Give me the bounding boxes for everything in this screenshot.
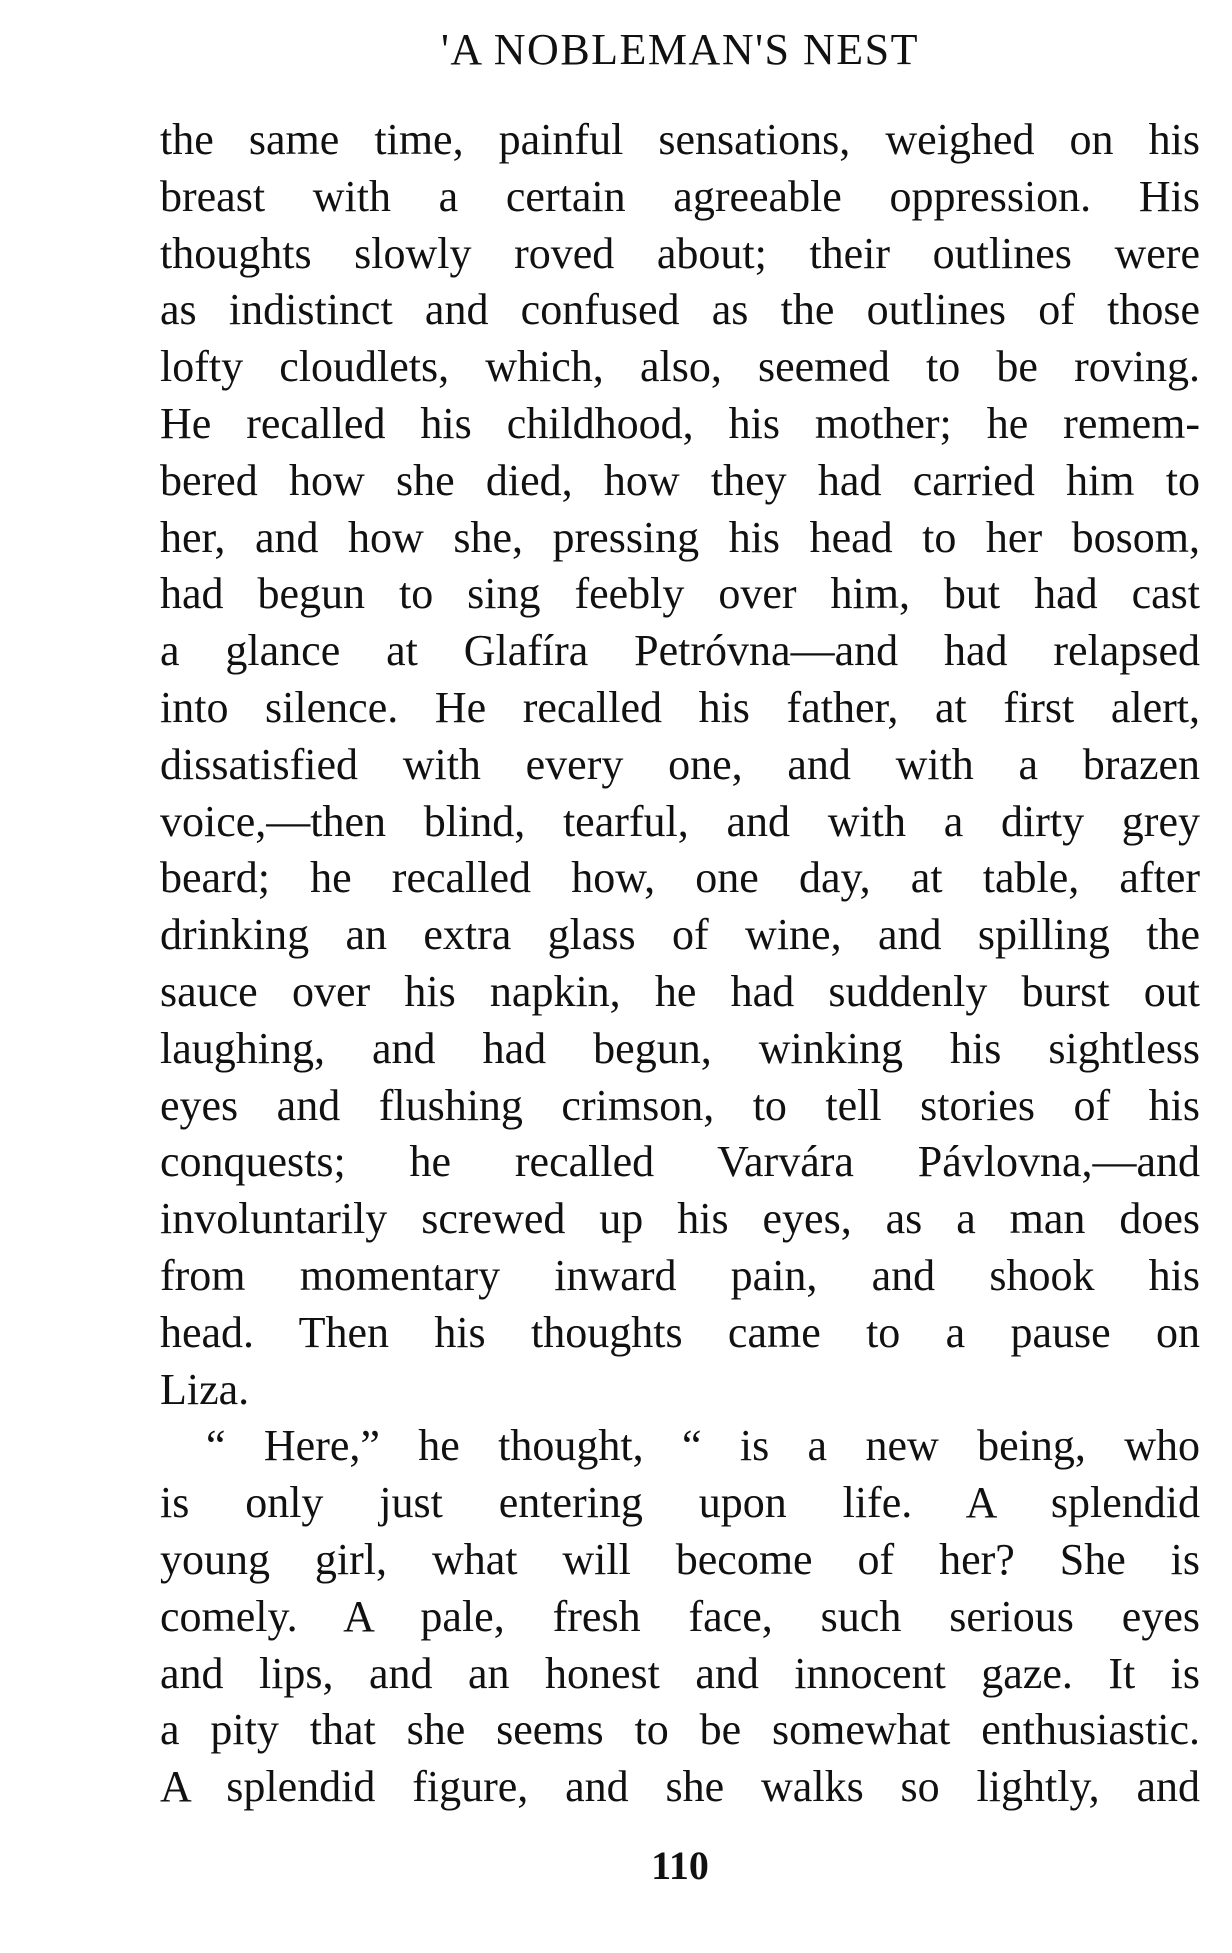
text-line: bered how she died, how they had carried him to	[160, 455, 1200, 505]
text-line: the same time, painful sensations, weighed on his	[160, 115, 1200, 164]
text-line: into silence. He recalled his father, at first alert,	[160, 682, 1200, 732]
text-line: breast with a certain agreeable oppression. His	[160, 171, 1200, 221]
text-line: conquests; he recalled Varvára Pávlovna,—and	[160, 1137, 1200, 1187]
text-line: laughing, and had begun, winking his sightless	[160, 1023, 1200, 1073]
text-line: her, and how she, pressing his head to her bosom,	[160, 512, 1200, 562]
text-line: as indistinct and confused as the outlines of those	[160, 285, 1200, 335]
text-line: drinking an extra glass of wine, and spilling the	[160, 910, 1200, 960]
text-line: beard; he recalled how, one day, at table, after	[160, 853, 1200, 903]
text-line: from momentary inward pain, and shook his	[160, 1250, 1200, 1300]
text-line: thoughts slowly roved about; their outlines were	[160, 228, 1200, 278]
text-line: He recalled his childhood, his mother; he remem-	[160, 398, 1200, 448]
text-line: sauce over his napkin, he had suddenly burst out	[160, 966, 1200, 1016]
text-line: involuntarily screwed up his eyes, as a man does	[160, 1194, 1200, 1244]
text-line: Liza.	[160, 1364, 250, 1414]
text-line: eyes and flushing crimson, to tell stories of his	[160, 1080, 1200, 1130]
text-line: a glance at Glafíra Petróvna—and had relapsed	[160, 626, 1200, 676]
text-line: had begun to sing feebly over him, but had cast	[160, 569, 1200, 619]
text-line: young girl, what will become of her? She is	[160, 1534, 1200, 1584]
running-head: 'A NOBLEMAN'S NEST	[441, 25, 919, 74]
text-line: dissatisfied with every one, and with a brazen	[160, 739, 1200, 789]
text-line: lofty cloudlets, which, also, seemed to be roving.	[160, 342, 1200, 392]
text-line: head. Then his thoughts came to a pause on	[160, 1307, 1200, 1357]
text-line: a pity that she seems to be somewhat enthusiastic.	[160, 1705, 1200, 1755]
page-number: 110	[651, 1843, 709, 1888]
body-text	[160, 112, 1200, 1816]
text-line: and lips, and an honest and innocent gaze. It is	[160, 1648, 1200, 1698]
text-line: comely. A pale, fresh face, such serious eyes	[160, 1591, 1200, 1641]
text-line: “ Here,” he thought, “ is a new being, who	[206, 1421, 1200, 1471]
text-line: voice,—then blind, tearful, and with a dirty grey	[160, 796, 1200, 846]
text-line: A splendid figure, and she walks so lightly, and	[160, 1762, 1200, 1812]
text-line: is only just entering upon life. A splendid	[160, 1478, 1200, 1528]
